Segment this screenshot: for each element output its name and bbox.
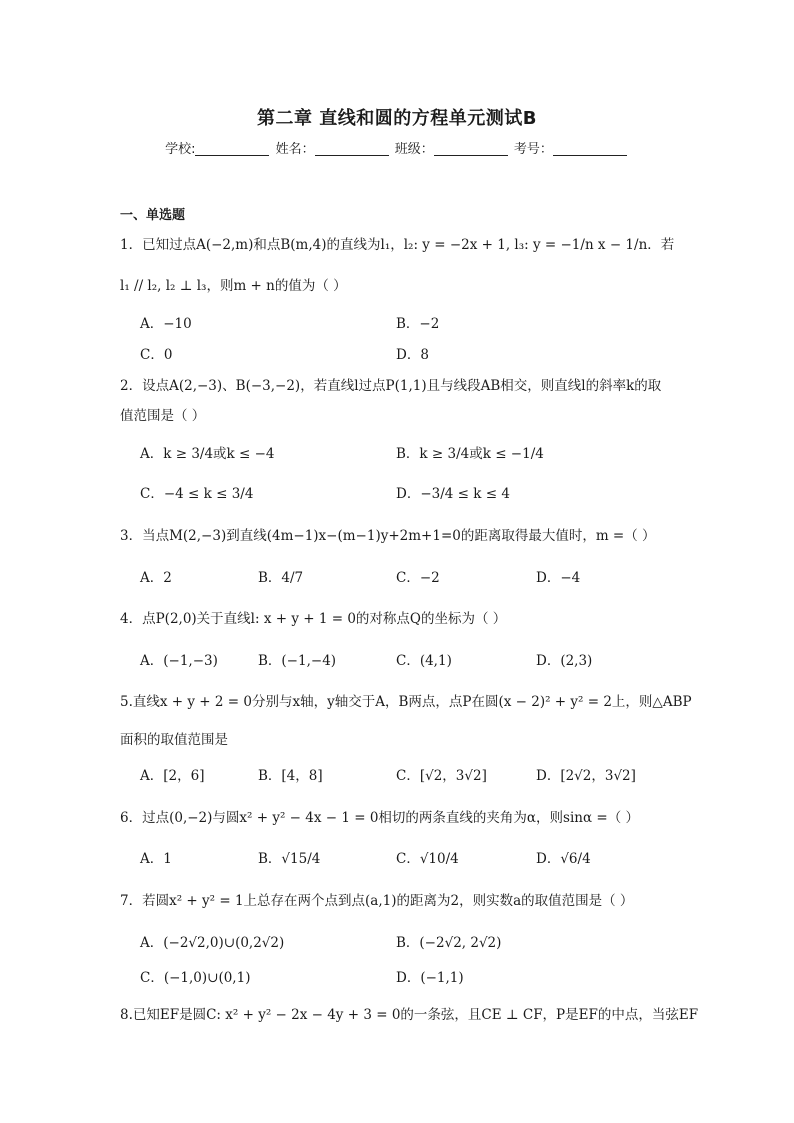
question-2-option-b: B．k ≥ 3/4或k ≤ −1/4 — [396, 446, 544, 462]
question-5-option-d: D．[2√2，3√2] — [536, 768, 636, 784]
question-2-line-2: 值范围是（ ） — [120, 408, 206, 424]
question-3-option-a: A．2 — [140, 570, 172, 586]
page-title: 第二章 直线和圆的方程单元测试B — [257, 108, 537, 129]
question-6-line-1: 6．过点(0,−2)与圆x² + y² − 4x − 1 = 0相切的两条直线的夹角为α，则sinα =（ ） — [120, 810, 639, 826]
school-blank[interactable] — [195, 141, 269, 156]
question-4-line-1: 4．点P(2,0)关于直线l: x + y + 1 = 0的对称点Q的坐标为（ ） — [120, 611, 507, 627]
name-label: 姓名： — [275, 142, 315, 157]
question-1-line-2: l₁ // l₂, l₂ ⊥ l₃，则m + n的值为（ ） — [120, 278, 347, 294]
question-4-option-a: A．(−1,−3) — [140, 653, 218, 669]
question-6-option-c: C．√10/4 — [396, 851, 459, 867]
question-7-line-1: 7．若圆x² + y² = 1上总存在两个点到点(a,1)的距离为2，则实数a的取值范围是（ ） — [120, 893, 634, 909]
question-1-option-c: C．0 — [140, 347, 173, 363]
question-1-option-a: A．−10 — [140, 316, 192, 332]
number-blank[interactable] — [553, 141, 627, 156]
question-1-line-1: 1．已知过点A(−2,m)和点B(m,4)的直线为l₁，l₂: y = −2x + 1, l₃: y = −1/n x − 1/n．若 — [120, 237, 675, 253]
question-7-option-c: C．(−1,0)∪(0,1) — [140, 970, 251, 986]
question-2-option-a: A．k ≥ 3/4或k ≤ −4 — [140, 446, 275, 462]
question-3-option-c: C．−2 — [396, 570, 440, 586]
question-6-option-a: A．1 — [140, 851, 172, 867]
question-4-option-d: D．(2,3) — [536, 653, 593, 669]
question-1-option-b: B．−2 — [396, 316, 440, 332]
question-5-line-1: 5.直线x + y + 2 = 0分别与x轴，y轴交于A，B两点，点P在圆(x − 2)² + y² = 2上，则△ABP — [120, 694, 692, 710]
question-4-option-b: B．(−1,−4) — [258, 653, 337, 669]
question-2-option-d: D．−3/4 ≤ k ≤ 4 — [396, 486, 510, 502]
student-info-row — [0, 138, 794, 157]
question-8-line-1: 8.已知EF是圆C: x² + y² − 2x − 4y + 3 = 0的一条弦，且CE ⊥ CF，P是EF的中点，当弦EF — [120, 1007, 699, 1023]
question-2-line-1: 2．设点A(2,−3)、B(−3,−2)，若直线l过点P(1,1)且与线段AB相交，则直线l的斜率k的取 — [120, 378, 662, 394]
class-label: 班级： — [394, 142, 434, 157]
class-blank[interactable] — [434, 141, 508, 156]
question-3-option-d: D．−4 — [536, 570, 581, 586]
question-6-option-b: B．√15/4 — [258, 851, 321, 867]
question-3-line-1: 3．当点M(2,−3)到直线(4m−1)x−(m−1)y+2m+1=0的距离取得最大值时，m =（ ） — [120, 528, 656, 544]
question-1-option-d: D．8 — [396, 347, 429, 363]
question-2-option-c: C．−4 ≤ k ≤ 3/4 — [140, 486, 254, 502]
name-blank[interactable] — [315, 141, 389, 156]
question-7-option-a: A．(−2√2,0)∪(0,2√2) — [140, 935, 285, 951]
question-7-option-b: B．(−2√2, 2√2) — [396, 935, 502, 951]
question-5-option-b: B．[4，8] — [258, 768, 323, 784]
question-5-line-2: 面积的取值范围是 — [120, 732, 228, 748]
question-5-option-c: C．[√2，3√2] — [396, 768, 487, 784]
question-5-option-a: A．[2，6] — [140, 768, 205, 784]
question-7-option-d: D．(−1,1) — [396, 970, 464, 986]
question-4-option-c: C．(4,1) — [396, 653, 452, 669]
number-label: 考号： — [513, 142, 553, 157]
question-3-option-b: B．4/7 — [258, 570, 304, 586]
school-label: 学校: — [165, 142, 196, 157]
section-heading: 一、单选题 — [120, 208, 186, 223]
question-6-option-d: D．√6/4 — [536, 851, 591, 867]
